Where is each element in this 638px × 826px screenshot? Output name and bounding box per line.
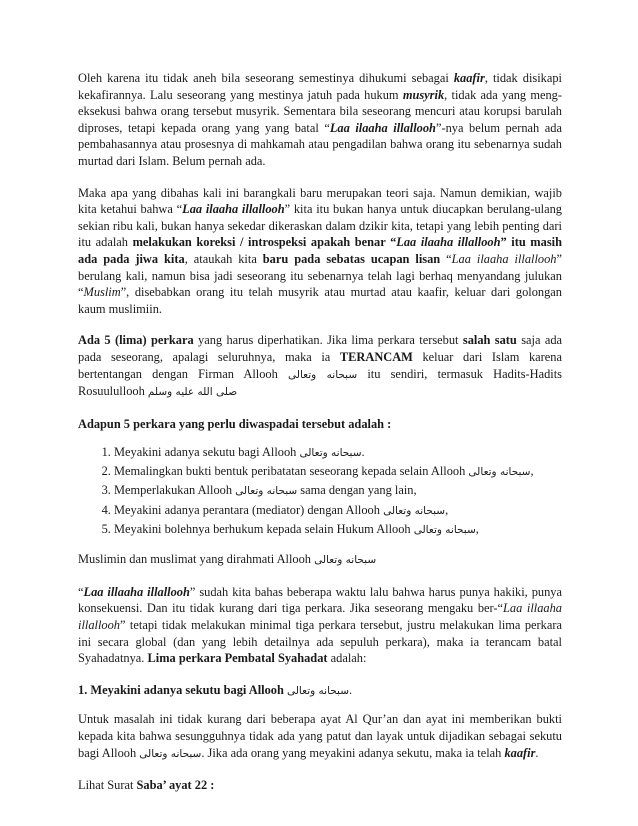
paragraph-1 [78, 70, 562, 170]
arabic-swt: سبحانه وتعالى [235, 485, 298, 498]
text: , tidak ada yang meng-eksekusi bahwa orang tersebut musyrik. Sementara bila seseorang mencuri atau korupsi barulah diproses, tetapi kepada orang yang yang batal “ [78, 87, 562, 135]
text: Maka apa yang dibahas kali ini barangkali baru merupakan teori saja. Namun demikian, wajib kita ketahui bahwa “ [78, 185, 562, 217]
text: sama dengan yang lain, [297, 483, 417, 498]
text: , [475, 521, 479, 536]
arabic-swt: سبحانه وتعالى [286, 684, 350, 697]
arabic-swt: سبحانه وتعالى [383, 504, 446, 517]
list-item [114, 502, 562, 520]
text: Memperlakukan Allooh [114, 483, 236, 498]
emphasis: Saba’ ayat 22 : [136, 778, 215, 793]
text: Oleh karena itu tidak aneh bila seseorang semestinya dihukumi sebagai [78, 71, 454, 85]
document-page [78, 70, 562, 809]
text: Memalingkan bukti bentuk peribatatan seseorang kepada selain Allooh [114, 464, 469, 479]
emphasis: kaafir [504, 745, 536, 760]
text: itu sendiri, termasuk Hadits-Hadits Rosuulullooh [78, 366, 562, 399]
paragraph-2 [78, 185, 562, 318]
arabic-swt: سبحانه وتعالى [288, 368, 358, 381]
text: ” sudah kita bahas beberapa waktu lalu bahwa harus punya hakiki, punya konsekuensi. Dan itu tidak kurang dari tiga perkara. Jika seseorang mengaku ber-“ [78, 584, 562, 616]
text: . [361, 445, 365, 460]
emphasis: baru pada sebatas ucapan lisan [262, 251, 441, 266]
arabic-swt: سبحانه وتعالى [468, 466, 531, 479]
emphasis: Muslim [83, 285, 121, 300]
list-heading: Adapun 5 perkara yang perlu diwaspadai tersebut adalah : [78, 416, 392, 431]
list-item [114, 444, 562, 462]
emphasis: ” itu masih ada pada jiwa kita [78, 235, 562, 266]
text: ”-nya belum pernah ada pembahasannya atau prosesnya di mahkamah atau pengadilan bahwa orang itu sebenarnya sudah murtad dari Islam. Belum pernah ada. [78, 120, 562, 168]
perkara-list [78, 444, 562, 538]
emphasis: Laa ilaaha illallooh [451, 251, 557, 266]
emphasis: lima [119, 333, 143, 348]
arabic-swt: سبحانه وتعالى [299, 447, 362, 460]
emphasis: salah satu [462, 333, 517, 348]
emphasis: Laa illaaha illallooh [78, 601, 562, 633]
text: . Jika ada orang yang meyakini adanya sekutu, maka ia telah [201, 745, 505, 760]
text: , [530, 464, 534, 479]
paragraph-3 [78, 332, 562, 400]
arabic-swt: سبحانه وتعالى [314, 554, 377, 567]
paragraph-6 [78, 711, 562, 762]
arabic-saw: صلى الله عليه وسلم [147, 386, 238, 399]
text: saja ada pada seseorang, apalagi seluruhnya, maka ia [78, 333, 563, 364]
text: Meyakini bolehnya berhukum kepada selain Hukum Allooh [114, 521, 414, 536]
emphasis: TERANCAM [339, 349, 413, 364]
emphasis: Laa ilaaha illallooh [396, 235, 501, 250]
text: , tidak disikapi kekafirannya. Lalu seseorang yang mestinya jatuh pada hukum [78, 71, 563, 102]
emphasis: ) [142, 333, 151, 348]
text: 1. Meyakini adanya sekutu bagi Allooh [78, 682, 287, 697]
text: Muslimin dan muslimat yang dirahmati Allooh [78, 552, 315, 567]
text: , [445, 502, 449, 517]
list-item [114, 521, 562, 539]
text: . [535, 745, 539, 760]
text: keluar dari Islam karena bertentangan dengan Firman Allooh [78, 349, 562, 381]
list-item [114, 463, 562, 481]
emphasis: Laa ilaaha illallooh [329, 120, 436, 135]
text: , ataukah kita [184, 251, 263, 266]
text: adalah: [327, 651, 367, 666]
emphasis: Laa illaaha illallooh [83, 584, 190, 599]
text: ” kita itu bukan hanya untuk diucapkan berulang-ulang sekian ribu kali, bukan hanya sekedar dikeraskan dalam dzikir kita, tetapi yang lebih penting dari itu adalah [78, 202, 562, 250]
text: ”, disebabkan orang itu telah musyrik atau murtad atau kaafir, keluar dari golongan kaum muslimiin. [78, 285, 562, 316]
emphasis: musyrik [402, 87, 445, 102]
paragraph-7 [78, 777, 562, 794]
text: Lihat Surat [78, 778, 137, 793]
paragraph-5 [78, 584, 562, 667]
emphasis: kaafir [453, 71, 485, 85]
paragraph-4 [78, 551, 562, 569]
arabic-swt: سبحانه وتعالى [413, 523, 476, 536]
text: ” tetapi tidak melakukan minimal tiga perkara tersebut, justru melakukan lima perkara ini secara global (dan yang lebih detailnya ada sepuluh perkara), maka ia terancam batal Syahadatnya. [78, 618, 562, 666]
arabic-swt: سبحانه وتعالى [139, 747, 202, 760]
text: “ [78, 584, 84, 599]
list-item [114, 482, 562, 500]
emphasis: Lima perkara Pembatal Syahadat [147, 651, 328, 666]
emphasis: Laa ilaaha illallooh [182, 202, 285, 217]
text: yang harus diperhatikan. Jika lima perkara tersebut [193, 333, 463, 348]
emphasis: melakukan koreksi / introspeksi apakah benar “ [132, 235, 397, 250]
section-heading: 1. Meyakini adanya sekutu bagi Allooh سبحانه وتعالى. [78, 682, 353, 697]
text: ” berulang kali, namun bisa jadi seseorang itu sebenarnya telah lagi berhaq menyandang julukan “ [78, 251, 562, 300]
text: Meyakini adanya sekutu bagi Allooh [114, 445, 300, 460]
emphasis: Ada 5 ( [78, 333, 120, 348]
emphasis: perkara [151, 333, 194, 348]
text: Meyakini adanya perantara (mediator) dengan Allooh [114, 502, 384, 517]
text: Untuk masalah ini tidak kurang dari beberapa ayat Al Qur’an dan ayat ini memberikan bukti kepada kita bahwa sesungguhnya tidak ada yang patut dan layak untuk dijadikan sebagai sekutu bagi Allooh [78, 712, 562, 760]
text: “ [440, 251, 452, 266]
